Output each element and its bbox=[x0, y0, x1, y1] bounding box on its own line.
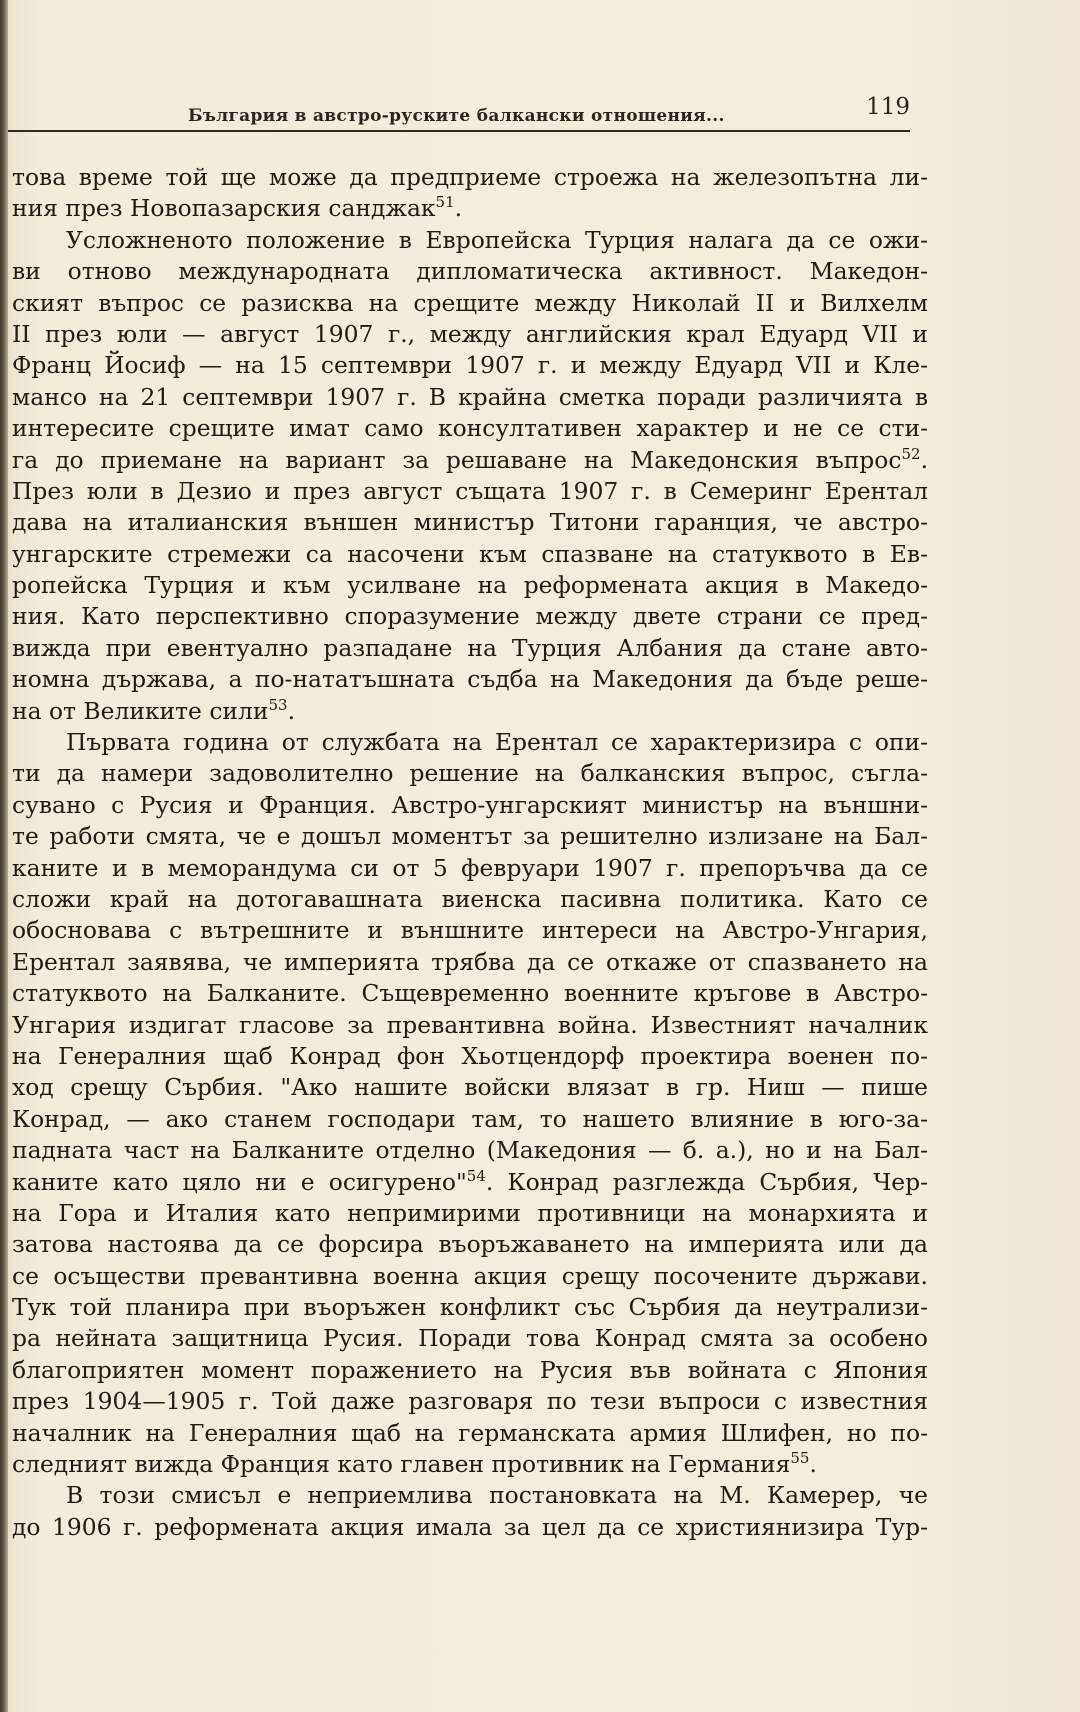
text-line-content: II през юли — август 1907 г., между английския крал Едуард VII и bbox=[12, 319, 928, 348]
footnote-marker: 55 bbox=[790, 1449, 810, 1468]
text-line-content: ският въпрос се разисква на срещите между Николай II и Вилхелм bbox=[12, 288, 928, 317]
text-line-content: ропейска Турция и към усилване на реформената акция в Македо- bbox=[12, 571, 928, 600]
text-line bbox=[12, 978, 928, 1009]
footnote-marker: 52 bbox=[901, 444, 921, 463]
text-line bbox=[12, 1292, 928, 1323]
text-line-content: вижда при евентуално разпадане на Турция Албания да стане авто- bbox=[12, 633, 928, 662]
text-line bbox=[12, 790, 928, 821]
text-line bbox=[12, 1355, 928, 1386]
text-line-content: Първата година от службата на Ерентал се характеризира с опи- bbox=[66, 728, 928, 757]
text-line bbox=[12, 1135, 928, 1166]
text-line bbox=[12, 1512, 928, 1543]
text-line-content: сувано с Русия и Франция. Австро-унгарският министър на външни- bbox=[12, 790, 928, 819]
text-line-content: номна държава, а по-нататъшната съдба на Македония да бъде реше- bbox=[12, 665, 928, 694]
text-line bbox=[12, 696, 928, 727]
running-head: България в австро-руските балкански отношения... bbox=[188, 106, 725, 126]
text-line-content: следният вижда Франция като главен противник на Германия bbox=[12, 1450, 791, 1479]
text-line-continuation: . bbox=[287, 696, 296, 725]
text-line bbox=[12, 1323, 928, 1354]
text-line-content: ния. Като перспективно споразумение между двете страни се пред- bbox=[12, 602, 928, 631]
text-line bbox=[12, 256, 928, 287]
text-line bbox=[12, 288, 928, 319]
text-line-content: се осъществи превантивна военна акция срещу посочените държави. bbox=[12, 1261, 928, 1290]
text-line bbox=[12, 664, 928, 695]
text-line-content: благоприятен момент поражението на Русия във войната с Япония bbox=[12, 1355, 928, 1384]
text-line bbox=[12, 162, 928, 193]
text-line-content: дава на италианския външен министър Титони гаранция, че австро- bbox=[12, 508, 928, 537]
text-line-continuation: . bbox=[454, 194, 463, 223]
text-line-content: ра нейната защитница Русия. Поради това Конрад смята за особено bbox=[12, 1324, 928, 1353]
text-line-content: Усложненото положение в Европейска Турция налага да се ожи- bbox=[66, 225, 928, 254]
text-line bbox=[12, 758, 928, 789]
text-line bbox=[12, 1041, 928, 1072]
text-line bbox=[12, 821, 928, 852]
text-line-content: обосновава с вътрешните и външните интереси на Австро-Унгария, bbox=[12, 916, 928, 945]
page-binding-shadow bbox=[0, 0, 8, 1712]
text-line-content: сложи край на дотогавашната виенска пасивна политика. Като се bbox=[12, 884, 928, 913]
text-line bbox=[12, 1261, 928, 1292]
text-line-content: ти да намери задоволително решение на балканския въпрос, съгла- bbox=[12, 759, 928, 788]
text-line bbox=[12, 319, 928, 350]
text-line bbox=[12, 633, 928, 664]
text-line-content: интересите срещите имат само консултативен характер и не се сти- bbox=[12, 414, 928, 443]
text-line-content: падната част на Балканите отделно (Македония — б. а.), но и на Бал- bbox=[12, 1136, 928, 1165]
text-line bbox=[12, 947, 928, 978]
text-line-content: ход срещу Сърбия. "Ако нашите войски влязат в гр. Ниш — пише bbox=[12, 1073, 928, 1102]
header-rule bbox=[8, 130, 910, 132]
text-line-content: статуквото на Балканите. Същевременно военните кръгове в Австро- bbox=[12, 979, 928, 1008]
text-line-continuation: . bbox=[920, 445, 928, 474]
text-line bbox=[12, 445, 928, 476]
text-line bbox=[12, 1480, 928, 1511]
footnote-marker: 51 bbox=[435, 193, 455, 212]
text-line bbox=[12, 1229, 928, 1260]
footnote-marker: 53 bbox=[268, 695, 288, 714]
text-line bbox=[12, 413, 928, 444]
text-line bbox=[12, 539, 928, 570]
text-line-content: до 1906 г. реформената акция имала за цел да се християнизира Тур- bbox=[12, 1512, 928, 1541]
page-header bbox=[150, 92, 910, 140]
text-line-content: затова настоява да се форсира въоръжаването на империята или да bbox=[12, 1230, 928, 1259]
text-line-content: ви отново международната дипломатическа активност. Македон- bbox=[12, 257, 928, 286]
text-line-continuation: . bbox=[809, 1450, 817, 1479]
text-line-content: те работи смята, че е дошъл моментът за решително излизане на Бал- bbox=[12, 822, 928, 851]
text-line bbox=[12, 1104, 928, 1135]
text-line-content: това време той ще може да предприеме строежа на железопътна ли- bbox=[12, 163, 928, 191]
text-line-content: мансо на 21 септември 1907 г. В крайна сметка поради различията в bbox=[12, 382, 928, 411]
text-line-continuation: . Конрад разглежда Сърбия, Чер- bbox=[485, 1167, 928, 1196]
text-line-content: на Генералния щаб Конрад фон Хьотцендорф проектира военен по- bbox=[12, 1041, 928, 1070]
text-line bbox=[12, 853, 928, 884]
text-line-content: Ерентал заявява, че империята трябва да се откаже от спазването на bbox=[12, 947, 928, 976]
text-line bbox=[12, 193, 928, 224]
text-line-content: га до приемане на вариант за решаване на Македонския въпрос bbox=[12, 445, 902, 474]
text-line bbox=[12, 476, 928, 507]
text-line-content: През юли в Дезио и през август същата 1907 г. в Семеринг Ерентал bbox=[12, 476, 928, 505]
text-line bbox=[12, 382, 928, 413]
text-line-content: унгарските стремежи са насочени към спазване на статуквото в Ев- bbox=[12, 539, 928, 568]
text-line bbox=[12, 601, 928, 632]
text-line-content: Конрад, — ако станем господари там, то нашето влияние в юго-за- bbox=[12, 1104, 928, 1133]
text-line bbox=[12, 1010, 928, 1041]
text-line-content: ния през Новопазарския санджак bbox=[12, 194, 436, 223]
text-line bbox=[12, 1386, 928, 1417]
text-line-content: Тук той планира при въоръжен конфликт със Сърбия да неутрализи- bbox=[12, 1293, 928, 1322]
text-line bbox=[12, 1167, 928, 1198]
text-line-content: на Гора и Италия като непримирими противници на монархията и bbox=[12, 1198, 928, 1227]
text-line bbox=[12, 570, 928, 601]
text-line bbox=[12, 915, 928, 946]
page-number: 119 bbox=[866, 94, 910, 120]
text-line-content: Унгария издигат гласове за превантивна война. Известният началник bbox=[12, 1010, 928, 1039]
text-line-content: В този смисъл е неприемлива постановката на М. Камерер, че bbox=[66, 1481, 928, 1510]
text-line-content: началник на Генералния щаб на германската армия Шлифен, но по- bbox=[12, 1418, 928, 1447]
text-line-content: Франц Йосиф — на 15 септември 1907 г. и между Едуард VII и Кле- bbox=[12, 351, 928, 380]
text-line bbox=[12, 225, 928, 256]
text-line-content: през 1904—1905 г. Той даже разговаря по тези въпроси с известния bbox=[12, 1387, 928, 1416]
text-line bbox=[12, 350, 928, 381]
text-line bbox=[12, 1198, 928, 1229]
text-line bbox=[12, 727, 928, 758]
body-text bbox=[12, 162, 928, 1543]
text-line bbox=[12, 1418, 928, 1449]
footnote-marker: 54 bbox=[466, 1166, 486, 1185]
text-line bbox=[12, 884, 928, 915]
text-line bbox=[12, 1072, 928, 1103]
text-line-content: на от Великите сили bbox=[12, 696, 269, 725]
text-line-content: каните и в меморандума си от 5 февруари 1907 г. препоръчва да се bbox=[12, 853, 928, 882]
text-line-content: каните като цяло ни е осигурено" bbox=[12, 1167, 467, 1196]
text-line bbox=[12, 1449, 928, 1480]
text-line bbox=[12, 507, 928, 538]
